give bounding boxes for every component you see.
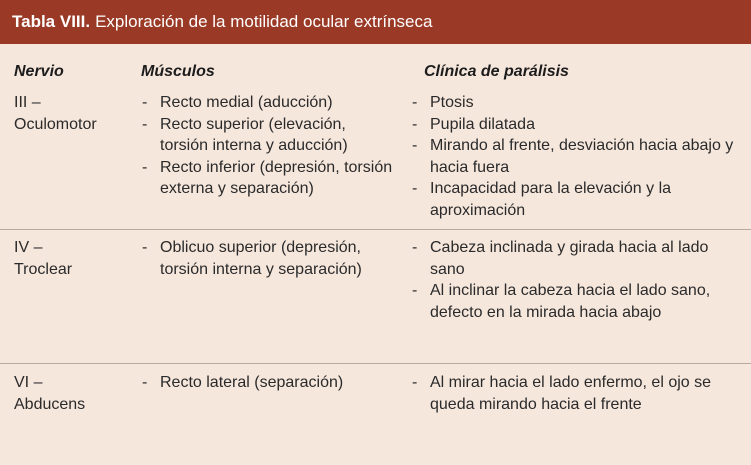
clinic-cell bbox=[400, 92, 751, 229]
nerve-cell bbox=[0, 237, 128, 363]
nerve-name: Oculomotor bbox=[14, 115, 97, 133]
clinic-item: - Al mirar hacia el lado enfermo, el ojo se queda mirando hacia el frente bbox=[410, 372, 745, 415]
clinic-item: - Mirando al frente, desviación hacia abajo y hacia fuera bbox=[410, 135, 745, 178]
muscle-item: - Recto lateral (separación) bbox=[140, 372, 394, 394]
clinic-item: - Ptosis bbox=[410, 92, 745, 114]
clinic-cell bbox=[400, 372, 751, 463]
table-row bbox=[0, 86, 751, 230]
header-clinica: Clínica de parálisis bbox=[424, 63, 569, 80]
header-musculos: Músculos bbox=[141, 63, 215, 80]
table-header-row bbox=[0, 44, 751, 86]
table-row bbox=[0, 230, 751, 364]
clinic-item: - Al inclinar la cabeza hacia el lado sano, defecto en la mirada hacia abajo bbox=[410, 280, 745, 323]
nerve-name: Abducens bbox=[14, 395, 86, 413]
nerve-name: Troclear bbox=[14, 260, 73, 278]
muscle-item: - Recto inferior (depresión, torsión externa y separación) bbox=[140, 157, 394, 200]
nerve-number: VI – bbox=[14, 374, 43, 391]
table-title bbox=[0, 0, 751, 44]
nerve-cell bbox=[0, 92, 128, 229]
nerve-cell bbox=[0, 372, 128, 463]
table-title-prefix: Tabla VIII. bbox=[12, 12, 91, 31]
muscles-cell bbox=[128, 372, 400, 463]
muscle-item: - Oblicuo superior (depresión, torsión interna y separación) bbox=[140, 237, 394, 280]
muscle-item: - Recto superior (elevación, torsión interna y aducción) bbox=[140, 114, 394, 157]
nerve-number: IV – bbox=[14, 239, 43, 256]
muscles-cell bbox=[128, 92, 400, 229]
clinic-item: - Incapacidad para la elevación y la aproximación bbox=[410, 178, 745, 221]
header-nervio: Nervio bbox=[14, 63, 64, 80]
clinic-item: - Pupila dilatada bbox=[410, 114, 745, 136]
nerve-number: III – bbox=[14, 94, 41, 111]
muscles-cell bbox=[128, 237, 400, 363]
clinic-item: - Cabeza inclinada y girada hacia al lado sano bbox=[410, 237, 745, 280]
table-title-text: Exploración de la motilidad ocular extrínseca bbox=[95, 12, 433, 31]
clinic-cell bbox=[400, 237, 751, 363]
table-row bbox=[0, 364, 751, 463]
muscle-item: - Recto medial (aducción) bbox=[140, 92, 394, 114]
